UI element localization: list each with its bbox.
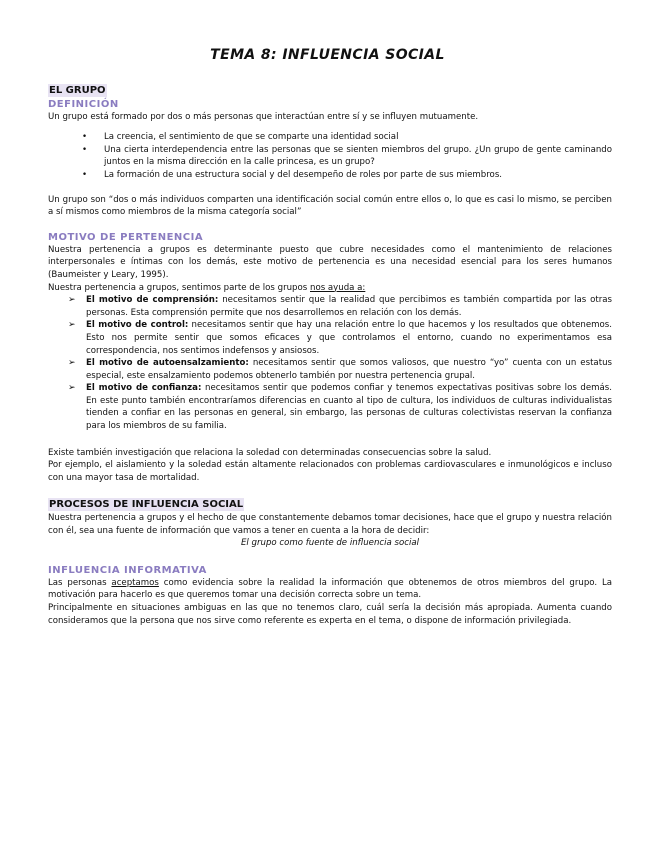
paragraph: Nuestra pertenencia a grupos es determinante puesto que cubre necesidades como el mantenimiento de relaciones interpersonales e íntimas con los demás, este motivo de pertenencia es una necesidad esencial para los seres humanos (Baumeister y Leary, 1995).: [48, 244, 612, 280]
subsection-heading-definicion: DEFINICIÓN: [48, 98, 119, 110]
section-el-grupo: [48, 84, 612, 98]
paragraph: Nuestra pertenencia a grupos y el hecho de que constantemente debamos tomar decisiones, hace que el grupo y nuestra relación con él, sea una fuente de información que vamos a tener en cuenta a la hora de decidir:: [48, 513, 612, 536]
paragraph: Existe también investigación que relaciona la soledad con determinadas consecuencias sobre la salud.: [48, 447, 492, 458]
paragraph: Principalmente en situaciones ambiguas en las que no tenemos claro, cuál sería la decisión más apropiada. Aumenta cuando consideramos que la persona que nos sirve como referente es experta en el tema, o dispone de información privilegiada.: [48, 603, 612, 626]
document-body: [48, 84, 612, 627]
paragraph: Las personas aceptamos como evidencia sobre la realidad la información que obtenemos de otros miembros del grupo. La motivación para hacerlo es que queremos tomar una decisión correcta sobre un tema.: [48, 577, 613, 601]
subsection-heading-pertenencia: MOTIVO DE PERTENENCIA: [48, 231, 204, 243]
list-item: ➢ El motivo de control: necesitamos sentir que hay una relación entre lo que hacemos y los resultados que obtenemos. Esto nos permite sentir que somos eficaces y que controlamos el entorno, cuando no experimentamos esa correspondencia, nos sentimos indefensos y ansiosos.: [68, 319, 612, 357]
bullet-list: [48, 131, 612, 181]
list-item: • La creencia, el sentimiento de que se comparte una identidad social: [82, 131, 612, 144]
list-item: • La formación de una estructura social y del desempeño de roles por parte de sus miembros.: [82, 169, 612, 182]
underlined-text: nos ayuda a:: [310, 282, 366, 293]
arrow-list: [48, 294, 612, 433]
list-item: ➢ El motivo de comprensión: necesitamos sentir que la realidad que percibimos es también compartida por las otras personas. Esta comprensión permite que nos desarrollemos en relación con los demás.: [68, 294, 612, 319]
paragraph-quote: Un grupo son “dos o más individuos comparten una identificación social común entre ellos o, lo que es casi lo mismo, se perciben a sí mismos como miembros de la misma categoría social”: [48, 194, 612, 218]
list-item: ➢ El motivo de confianza: necesitamos sentir que podemos confiar y tenemos expectativas positivas sobre los demás. En este punto también encontraríamos diferencias en cuanto al tipo de cultura, los individuos de culturas individualistas tienden a confiar en las personas en general, sin embargo, las personas de culturas colectivistas reservan la confianza para los miembros de su familia.: [68, 382, 612, 432]
section-heading: PROCESOS DE INFLUENCIA SOCIAL: [49, 499, 244, 511]
paragraph: Por ejemplo, el aislamiento y la soledad están altamente relacionados con problemas cardiovasculares e inmunológicos e incluso con una mayor tasa de mortalidad.: [48, 460, 612, 483]
list-item: • Una cierta interdependencia entre las personas que se sienten miembros del grupo. ¿Un grupo de gente caminando juntos en la misma dirección en la calle princesa, es un grupo?: [82, 144, 612, 169]
centered-italic-line: El grupo como fuente de influencia social: [240, 538, 420, 549]
subsection-heading-informativa: INFLUENCIA INFORMATIVA: [48, 564, 207, 576]
section-heading: EL GRUPO: [49, 85, 106, 96]
document-title: TEMA 8: INFLUENCIA SOCIAL: [210, 47, 445, 63]
underlined-text: aceptamos: [111, 577, 159, 588]
paragraph: Nuestra pertenencia a grupos, sentimos parte de los grupos nos ayuda a:: [48, 282, 366, 293]
section-procesos: [48, 498, 612, 512]
list-item: ➢ El motivo de autoensalzamiento: necesitamos sentir que somos valiosos, que nuestro “yo” cuenta con un estatus especial, este ensalzamiento podemos obtenerlo también por nuestra pertenencia grupal.: [68, 357, 612, 382]
paragraph: Un grupo está formado por dos o más personas que interactúan entre sí y se influyen mutuamente.: [48, 111, 479, 122]
